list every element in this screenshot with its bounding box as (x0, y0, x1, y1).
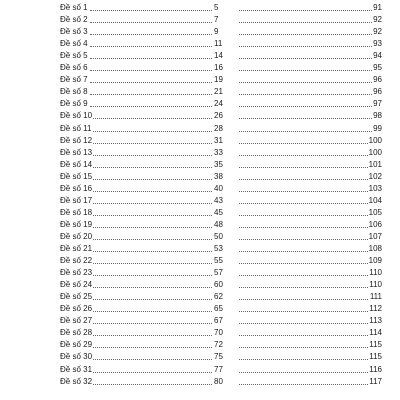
toc-row (60, 255, 382, 267)
toc-entry-page: 14 (213, 50, 239, 62)
toc-entry-label: Đề số 4 (60, 39, 88, 49)
toc-entry-page: 45 (213, 207, 239, 219)
toc-entry-label: Đề số 16 (60, 183, 93, 193)
toc-entry-answer-page: 106 (368, 219, 382, 229)
toc-entry-answer-page: 102 (368, 171, 382, 181)
toc-entry-page: 28 (213, 123, 239, 135)
toc-entry-answer-page: 92 (373, 15, 382, 25)
toc-entry-page: 57 (213, 267, 239, 279)
toc-entry-answer-page: 113 (369, 316, 382, 326)
toc-entry-page: 48 (213, 219, 239, 231)
toc-entry-page: 19 (213, 74, 239, 86)
toc-row (60, 135, 382, 147)
toc-entry-label: Đề số 24 (60, 280, 93, 290)
toc-row (60, 159, 382, 171)
toc-entry-answer-page: 93 (373, 39, 382, 49)
toc-entry-page: 26 (213, 110, 239, 122)
toc-entry-label: Đề số 28 (60, 328, 93, 338)
toc-entry-page: 75 (213, 351, 239, 363)
toc-entry-page: 50 (213, 231, 239, 243)
toc-entry-answer-page: 91 (373, 3, 382, 12)
toc-entry-answer-page: 110 (369, 280, 382, 290)
toc-row (60, 243, 382, 255)
toc-entry-answer-page: 100 (368, 147, 382, 157)
toc-entry-answer-page: 95 (373, 63, 382, 73)
toc-row (60, 219, 382, 231)
toc-row (60, 315, 382, 327)
toc-entry-label: Đề số 21 (60, 244, 93, 253)
toc-entry-page: 43 (213, 195, 239, 207)
toc-entry-label: Đề số 5 (60, 51, 88, 61)
toc-row (60, 2, 382, 14)
toc-entry-answer-page: 108 (368, 244, 382, 253)
toc-entry-label: Đề số 25 (60, 292, 93, 302)
toc-row (60, 279, 382, 291)
toc-entry-answer-page: 117 (369, 376, 382, 386)
toc-row (60, 303, 382, 315)
toc-entry-page: 11 (213, 38, 239, 50)
toc-entry-answer-page: 96 (373, 87, 382, 97)
toc-entry-page: 40 (213, 183, 239, 195)
toc-entry-page: 35 (213, 159, 239, 171)
toc-entry-label: Đề số 10 (60, 111, 93, 121)
toc-entry-answer-page: 114 (369, 328, 382, 338)
toc-entry-page: 65 (213, 303, 239, 315)
toc-entry-page: 55 (213, 255, 239, 267)
toc-row (60, 376, 382, 388)
toc-entry-answer-page: 110 (369, 268, 382, 278)
toc-entry-answer-page: 101 (368, 159, 382, 169)
toc-row (60, 327, 382, 339)
toc-entry-label: Đề số 13 (60, 147, 93, 157)
toc-entry-label: Đề số 30 (60, 352, 93, 362)
toc-entry-page: 24 (213, 98, 239, 110)
toc-entry-answer-page: 107 (368, 231, 382, 241)
toc-row (60, 195, 382, 207)
toc-entry-label: Đề số 17 (60, 195, 93, 205)
toc-entry-answer-page: 112 (369, 304, 382, 314)
toc-row (60, 14, 382, 26)
toc-row (60, 231, 382, 243)
toc-row (60, 38, 382, 50)
toc-entry-answer-page: 97 (373, 99, 382, 109)
toc-entry-label: Đề số 22 (60, 256, 93, 266)
toc-row (60, 110, 382, 122)
toc-entry-page: 60 (213, 279, 239, 291)
toc-entry-page: 53 (213, 243, 239, 255)
toc-entry-answer-page: 103 (368, 183, 382, 193)
toc-entry-label: Đề số 20 (60, 231, 93, 241)
toc-entry-label: Đề số 7 (60, 75, 88, 85)
toc-entry-answer-page: 92 (373, 27, 382, 37)
toc-entry-page: 16 (213, 62, 239, 74)
toc-entry-label: Đề số 6 (60, 63, 88, 73)
toc-entry-label: Đề số 14 (60, 159, 93, 169)
toc-entry-answer-page: 104 (368, 195, 382, 205)
toc-entry-page: 7 (213, 14, 239, 26)
toc-entry-page: 9 (213, 26, 239, 38)
toc-entry-label: Đề số 19 (60, 219, 93, 229)
toc-entry-answer-page: 105 (368, 207, 382, 217)
toc-row (60, 26, 382, 38)
toc-entry-label: Đề số 2 (60, 15, 88, 25)
toc-entry-answer-page: 116 (369, 364, 382, 374)
toc-entry-answer-page: 96 (373, 75, 382, 85)
toc-entry-answer-page: 115 (369, 352, 382, 362)
toc-entry-page: 77 (213, 364, 239, 376)
toc-entry-label: Đề số 15 (60, 171, 93, 181)
toc-row (60, 351, 382, 363)
toc-entry-label: Đề số 1 (60, 3, 88, 12)
toc-row (60, 183, 382, 195)
toc-entry-label: Đề số 32 (60, 376, 93, 386)
toc-row (60, 98, 382, 110)
toc-entry-page: 80 (213, 376, 239, 388)
toc-entry-answer-page: 94 (373, 51, 382, 61)
toc-entry-label: Đề số 18 (60, 207, 93, 217)
toc-entry-page: 33 (213, 147, 239, 159)
toc-entry-page: 67 (213, 315, 239, 327)
toc-row (60, 50, 382, 62)
toc-entry-label: Đề số 8 (60, 87, 88, 97)
toc-entry-answer-page: 99 (373, 123, 382, 133)
toc-entry-label: Đề số 11 (60, 123, 92, 133)
toc-row (60, 86, 382, 98)
toc-entry-answer-page: 100 (368, 135, 382, 145)
toc-entry-label: Đề số 26 (60, 304, 93, 314)
toc-row (60, 147, 382, 159)
toc-entry-answer-page: 109 (368, 256, 382, 266)
toc-entry-page: 70 (213, 327, 239, 339)
toc-row (60, 364, 382, 376)
toc-entry-page: 72 (213, 339, 239, 351)
toc-entry-answer-page: 115 (369, 340, 382, 350)
toc-row (60, 171, 382, 183)
toc-entry-label: Đề số 23 (60, 268, 93, 278)
toc-entry-page: 31 (213, 135, 239, 147)
toc-row (60, 74, 382, 86)
toc-entry-label: Đề số 3 (60, 27, 88, 37)
toc-row (60, 267, 382, 279)
toc-entry-label: Đề số 12 (60, 135, 93, 145)
toc-entry-page: 62 (213, 291, 239, 303)
toc-row (60, 207, 382, 219)
toc-entry-page: 21 (213, 86, 239, 98)
toc-row (60, 123, 382, 135)
toc-entry-label: Đề số 31 (60, 364, 93, 374)
toc-entry-answer-page: 98 (373, 111, 382, 121)
toc-entry-page: 38 (213, 171, 239, 183)
toc-row (60, 62, 382, 74)
toc-entry-page: 5 (213, 2, 239, 14)
toc-entry-label: Đề số 9 (60, 99, 88, 109)
toc-entry-label: Đề số 29 (60, 340, 93, 350)
toc-entry-label: Đề số 27 (60, 316, 93, 326)
toc-row (60, 291, 382, 303)
toc-row (60, 339, 382, 351)
toc-entry-answer-page: 111 (369, 292, 382, 302)
